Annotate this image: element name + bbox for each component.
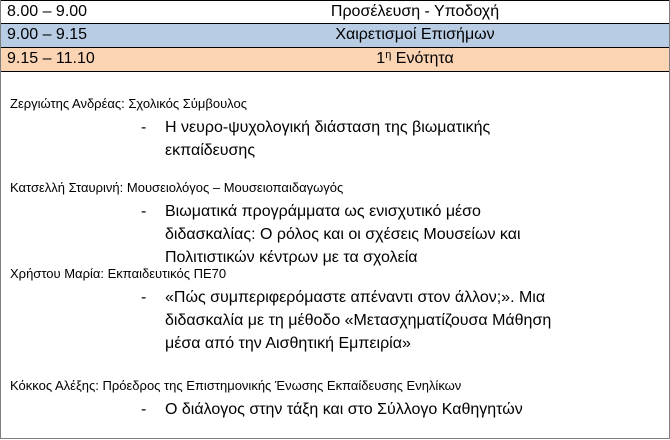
talk-line: «Πώς συμπεριφερόμαστε απέναντι στον άλλον;». Μια (165, 289, 546, 306)
speaker-line (10, 266, 226, 281)
speaker-line (10, 180, 343, 195)
bullet-dash: - (141, 289, 147, 306)
talk-line: διδασκαλία με τη μέθοδο «Μετασχηματίζουσα Μάθηση (165, 312, 552, 329)
talk-line: Βιωματικά προγράμματα ως ενισχυτικό μέσο (165, 203, 481, 220)
speaker-name: Κατσελλή Σταυρινή: (10, 180, 124, 195)
talk-line: μέσα από την Αισθητική Εμπειρία» (165, 335, 411, 352)
speaker-role: Μουσειολόγος – Μουσειοπαιδαγωγός (126, 180, 344, 195)
schedule-title: Χαιρετισμοί Επισήμων (335, 26, 495, 43)
bullet-dash: - (141, 119, 147, 136)
session-number: 1 (376, 50, 386, 67)
talk-line: Η νευρο-ψυχολογική διάσταση της βιωματικής (165, 119, 491, 136)
bullet-dash: - (141, 203, 147, 220)
speaker-role: Εκπαιδευτικός ΠΕ70 (107, 266, 227, 281)
schedule-time: 9.00 – 9.15 (7, 26, 88, 43)
session-ordinal: η (385, 49, 392, 61)
schedule-time: 8.00 – 9.00 (7, 3, 88, 20)
speaker-name: Κόκκος Αλέξης: (10, 378, 99, 393)
speaker-line (10, 378, 461, 393)
speaker-name: Χρήστου Μαρία: (10, 266, 104, 281)
speaker-role: Πρόεδρος της Επιστημονικής Ένωσης Εκπαίδευσης Ενηλίκων (102, 378, 462, 393)
talk-line: διδασκαλίας: Ο ρόλος και οι σχέσεις Μουσείων και (165, 226, 521, 243)
schedule-title (161, 50, 669, 68)
speaker-line (10, 96, 247, 111)
talk-line: Πολιτιστικών κέντρων με τα σχολεία (165, 249, 418, 266)
talk-line: Ο διάλογος στην τάξη και στο Σύλλογο Καθηγητών (165, 401, 523, 418)
schedule-row-session-1 (1, 48, 669, 72)
schedule-time: 9.15 – 11.10 (7, 50, 95, 67)
schedule-title: Προσέλευση - Υποδοχή (330, 3, 500, 20)
speaker-role: Σχολικός Σύμβουλος (128, 96, 247, 111)
speaker-name: Ζεργιώτης Ανδρέας: (10, 96, 125, 111)
schedule-row-greetings (1, 24, 669, 48)
talk-line: εκπαίδευσης (165, 142, 256, 159)
bullet-dash: - (141, 401, 147, 418)
schedule-row-arrival (1, 0, 669, 24)
session-label: Ενότητα (395, 50, 454, 67)
